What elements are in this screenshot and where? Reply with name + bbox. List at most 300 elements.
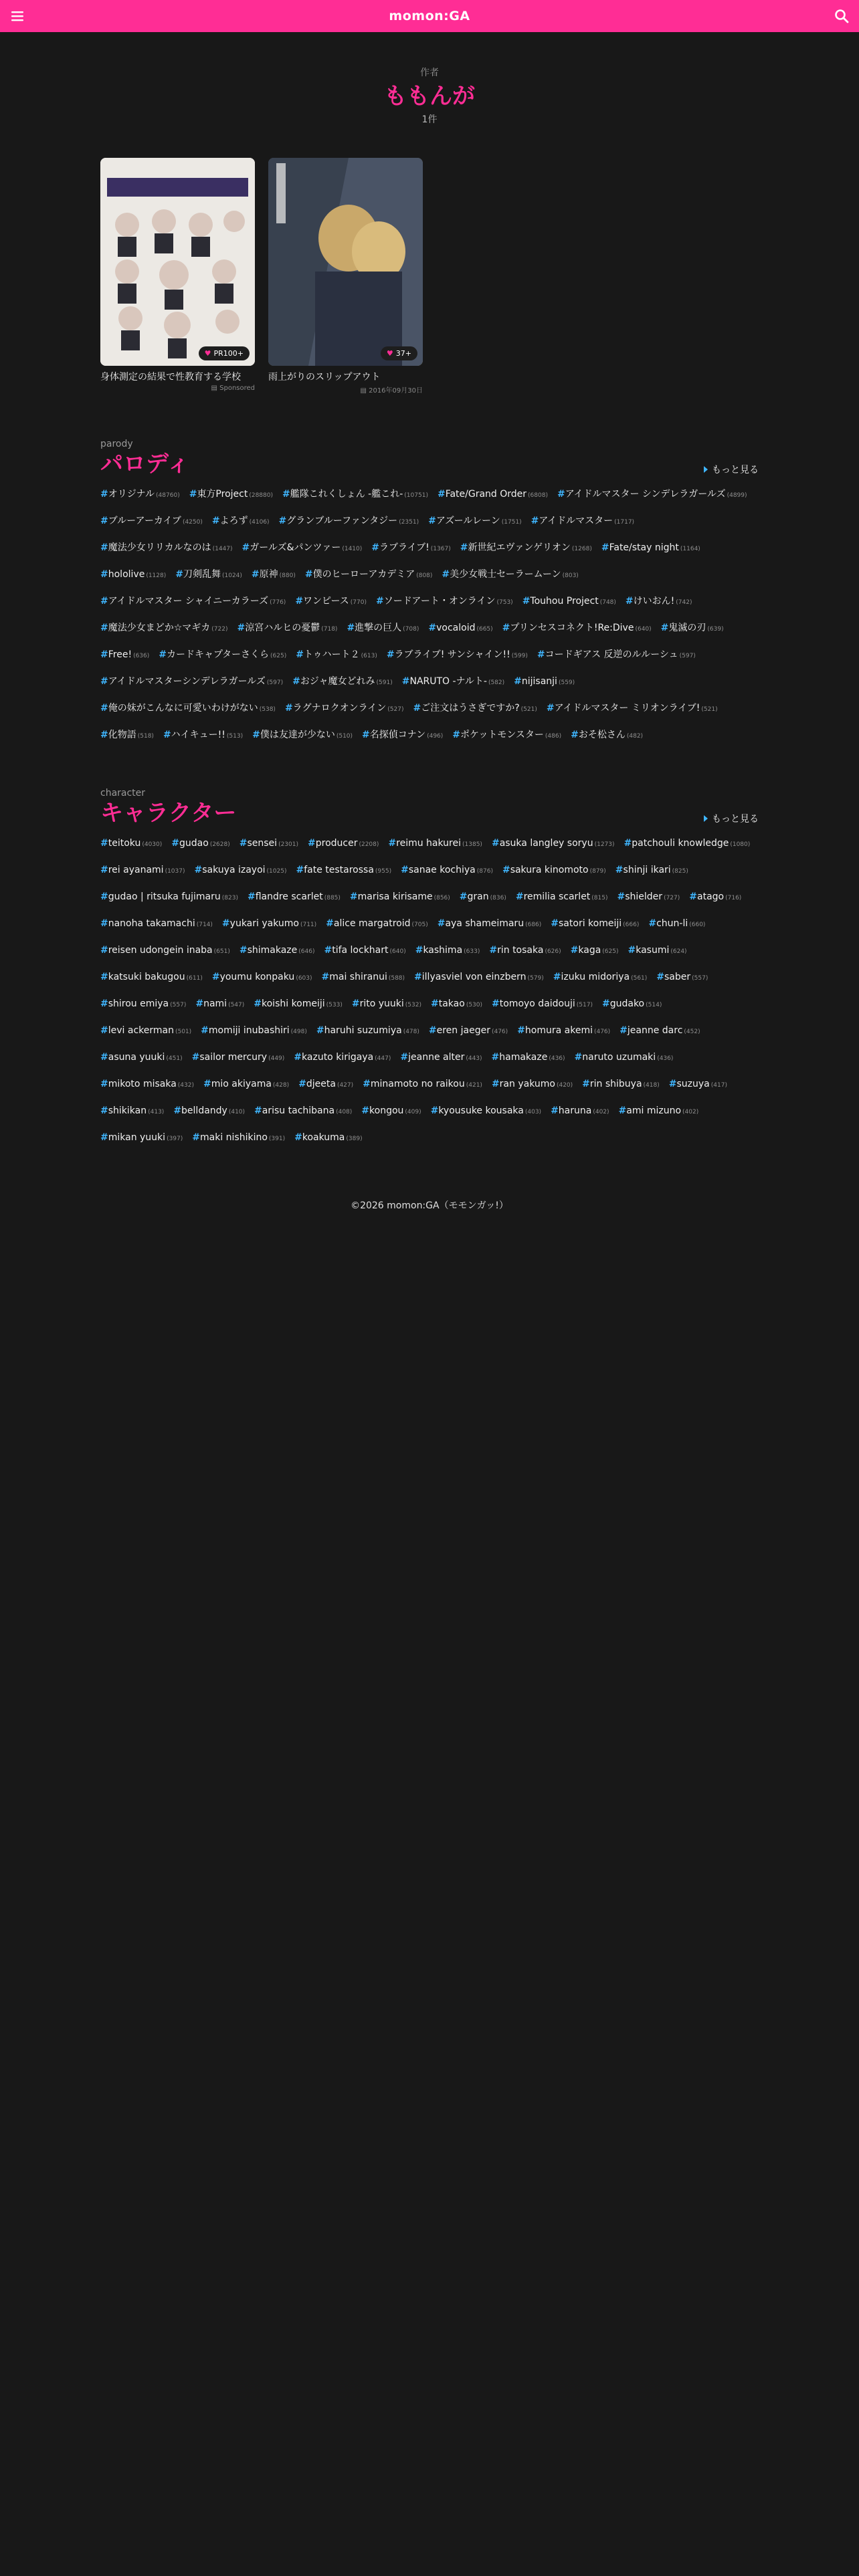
tag-link[interactable]	[429, 1022, 508, 1041]
hash-icon: #	[100, 865, 108, 875]
hash-icon: #	[239, 838, 248, 849]
tag-link[interactable]	[159, 646, 286, 665]
tag-link[interactable]	[516, 888, 608, 907]
tag-count: (1385)	[462, 841, 482, 848]
tag-count: (521)	[701, 706, 718, 713]
tag-link[interactable]	[282, 486, 428, 504]
tag-link[interactable]	[648, 915, 705, 934]
tag-name: Touhou Project	[530, 596, 599, 607]
hash-icon: #	[100, 596, 108, 607]
tag-link[interactable]	[322, 968, 405, 987]
tag-name: ハイキュー!!	[171, 730, 225, 740]
tag-link[interactable]	[100, 995, 186, 1014]
tag-count: (389)	[346, 1136, 363, 1142]
hash-icon: #	[428, 623, 437, 633]
tag-name: アイドルマスター シャイニーカラーズ	[108, 596, 269, 607]
work-card[interactable]	[268, 158, 423, 395]
tag-link[interactable]	[371, 539, 450, 558]
tag-count: (517)	[576, 1002, 593, 1008]
tag-name: Fate/Grand Order	[445, 489, 527, 500]
tag-link[interactable]	[624, 835, 751, 853]
hash-icon: #	[437, 489, 446, 500]
tag-count: (1025)	[266, 868, 287, 875]
tag-link[interactable]	[100, 673, 283, 691]
tag-name: alice margatroid	[333, 918, 411, 929]
tag-name: shinji ikari	[623, 865, 671, 875]
tag-link[interactable]	[100, 861, 185, 880]
tag-link[interactable]	[492, 1049, 565, 1067]
tag-link[interactable]	[492, 1075, 573, 1094]
tag-count: (876)	[476, 868, 493, 875]
tag-name: haruhi suzumiya	[324, 1025, 402, 1036]
heart-icon: ♥	[204, 349, 211, 358]
tag-count: (2208)	[359, 841, 379, 848]
hash-icon: #	[100, 1132, 108, 1143]
hash-icon: #	[437, 918, 446, 929]
tag-count: (651)	[213, 948, 230, 955]
hash-icon: #	[295, 596, 304, 607]
tag-link[interactable]	[428, 619, 492, 638]
tag-count: (436)	[549, 1055, 565, 1062]
tag-link[interactable]	[492, 995, 593, 1014]
tag-link[interactable]	[240, 835, 298, 853]
hash-icon: #	[251, 569, 260, 580]
tag-link[interactable]	[324, 942, 405, 960]
tag-link[interactable]	[413, 700, 537, 718]
tag-name: eren jaeger	[436, 1025, 490, 1036]
hash-icon: #	[628, 945, 636, 956]
tag-link[interactable]	[100, 888, 238, 907]
tag-count: (533)	[326, 1002, 343, 1008]
tag-name: Free!	[108, 649, 132, 660]
tag-link[interactable]	[163, 726, 243, 745]
tag-count: (836)	[490, 895, 506, 901]
tag-name: djeeta	[306, 1079, 336, 1089]
hash-icon: #	[296, 865, 304, 875]
tag-name: katsuki bakugou	[108, 972, 185, 982]
tag-link[interactable]	[414, 968, 544, 987]
tag-link[interactable]	[171, 835, 229, 853]
hash-icon: #	[570, 945, 579, 956]
tag-link[interactable]	[100, 1049, 183, 1067]
hash-icon: #	[100, 945, 108, 956]
hash-icon: #	[100, 542, 108, 553]
calendar-icon: ▤	[211, 385, 217, 392]
tag-link[interactable]	[460, 888, 506, 907]
tag-count: (486)	[545, 733, 562, 740]
tag-link[interactable]	[628, 942, 686, 960]
like-badge	[381, 346, 417, 360]
tag-link[interactable]	[617, 888, 680, 907]
tag-link[interactable]	[192, 1049, 285, 1067]
tag-link[interactable]	[553, 968, 648, 987]
tag-link[interactable]	[100, 835, 162, 853]
tag-link[interactable]	[100, 1102, 164, 1121]
hash-icon: #	[211, 972, 220, 982]
tag-link[interactable]	[387, 646, 528, 665]
tag-link[interactable]	[292, 673, 393, 691]
tag-link[interactable]	[100, 1022, 191, 1041]
tag-link[interactable]	[279, 512, 419, 531]
tag-name: reimu hakurei	[396, 838, 462, 849]
more-link-label: もっと見る	[712, 814, 759, 825]
tag-link[interactable]	[222, 915, 316, 934]
tag-link[interactable]	[308, 835, 379, 853]
tag-link[interactable]	[415, 942, 480, 960]
tag-count: (527)	[387, 706, 404, 713]
character-section	[100, 788, 759, 1148]
tag-count: (825)	[672, 868, 688, 875]
tag-name: 僕のヒーローアカデミア	[312, 569, 415, 580]
tag-name: haruna	[558, 1105, 592, 1116]
hash-icon: #	[689, 891, 697, 902]
hash-icon: #	[615, 865, 624, 875]
tag-link[interactable]	[285, 700, 404, 718]
tag-name: gudako	[609, 998, 645, 1009]
tag-link[interactable]	[460, 539, 592, 558]
hash-icon: #	[296, 649, 304, 660]
tag-link[interactable]	[626, 593, 692, 611]
tag-link[interactable]	[100, 968, 203, 987]
tag-count: (639)	[707, 626, 724, 633]
hash-icon: #	[191, 1052, 200, 1063]
tag-link[interactable]	[438, 486, 548, 504]
tag-link[interactable]	[100, 566, 166, 584]
hash-icon: #	[351, 998, 360, 1009]
tag-link[interactable]	[492, 835, 615, 853]
tag-name: youmu konpaku	[219, 972, 295, 982]
hash-icon: #	[100, 1079, 108, 1089]
tag-link[interactable]	[656, 968, 708, 987]
hash-icon: #	[100, 891, 108, 902]
hash-icon: #	[413, 703, 421, 714]
tag-name: mai shiranui	[329, 972, 387, 982]
tag-link[interactable]	[100, 646, 149, 665]
tag-link[interactable]	[557, 486, 747, 504]
tag-name: NARUTO -ナルト-	[409, 676, 487, 687]
tag-link[interactable]	[547, 700, 718, 718]
tag-count: (770)	[350, 599, 367, 606]
tag-name: 新世紀エヴァンゲリオン	[468, 542, 571, 553]
tag-name: rin tosaka	[497, 945, 544, 956]
work-title[interactable]: 雨上がりのスリップアウト	[268, 372, 381, 383]
hash-icon: #	[100, 998, 108, 1009]
tag-link[interactable]	[252, 726, 353, 745]
tag-name: shimakaze	[247, 945, 298, 956]
tag-link[interactable]	[517, 1022, 610, 1041]
section-title: パロディ	[100, 451, 190, 477]
hash-icon: #	[537, 649, 545, 660]
tag-count: (705)	[411, 922, 428, 928]
work-thumbnail[interactable]	[268, 158, 423, 366]
tag-link[interactable]	[296, 861, 391, 880]
tag-count: (476)	[491, 1029, 508, 1035]
tag-name: 東方Project	[197, 489, 248, 500]
tag-link[interactable]	[100, 700, 276, 718]
tag-link[interactable]	[575, 1049, 674, 1067]
tag-count: (708)	[403, 626, 419, 633]
more-link[interactable]	[704, 463, 759, 476]
tag-link[interactable]	[431, 995, 482, 1014]
work-card[interactable]	[100, 158, 255, 395]
hash-icon: #	[292, 676, 300, 687]
tag-name: gudao | ritsuka fujimaru	[108, 891, 221, 902]
tag-link[interactable]	[442, 566, 578, 584]
tag-name: 僕は友達が少ない	[260, 730, 335, 740]
tag-count: (409)	[405, 1109, 421, 1115]
tag-name: shikikan	[108, 1105, 147, 1116]
tag-link[interactable]	[551, 915, 639, 934]
hash-icon: #	[363, 1079, 371, 1089]
tag-link[interactable]	[192, 1129, 285, 1148]
tag-name: mikan yuuki	[108, 1132, 166, 1143]
tag-link[interactable]	[347, 619, 419, 638]
tag-link[interactable]	[661, 619, 724, 638]
tag-count: (413)	[148, 1109, 165, 1115]
hash-icon: #	[452, 730, 461, 740]
hash-icon: #	[100, 703, 108, 714]
tag-link[interactable]	[294, 1129, 362, 1148]
tag-count: (427)	[337, 1082, 354, 1089]
tag-name: ラブライブ! サンシャイン!!	[394, 649, 510, 660]
hash-icon: #	[159, 649, 167, 660]
tag-link[interactable]	[100, 915, 213, 934]
hash-icon: #	[502, 623, 510, 633]
tag-link[interactable]	[619, 1022, 700, 1041]
hash-icon: #	[514, 676, 522, 687]
hash-icon: #	[601, 542, 609, 553]
hash-icon: #	[619, 1025, 628, 1036]
tag-link[interactable]	[326, 915, 428, 934]
tag-link[interactable]	[571, 942, 619, 960]
hash-icon: #	[386, 649, 395, 660]
tag-link[interactable]	[352, 995, 421, 1014]
tag-link[interactable]	[400, 1049, 482, 1067]
tag-link[interactable]	[100, 486, 180, 504]
tag-link[interactable]	[100, 593, 286, 611]
tag-count: (753)	[496, 599, 513, 606]
triangle-right-icon	[704, 815, 708, 822]
tag-name: ラブライブ!	[379, 542, 430, 553]
tag-count: (646)	[298, 948, 315, 955]
tag-link[interactable]	[669, 1075, 727, 1094]
hash-icon: #	[194, 865, 203, 875]
hash-icon: #	[668, 1079, 677, 1089]
tag-link[interactable]	[203, 1075, 289, 1094]
tag-link[interactable]	[431, 1102, 541, 1121]
hash-icon: #	[431, 998, 439, 1009]
tag-name: 化物語	[108, 730, 136, 740]
tag-name: ソードアート・オンライン	[383, 596, 496, 607]
menu-icon[interactable]	[9, 8, 25, 24]
tag-count: (714)	[196, 922, 213, 928]
tag-count: (547)	[228, 1002, 245, 1008]
tag-name: kongou	[369, 1105, 404, 1116]
tag-count: (1128)	[146, 572, 167, 579]
tag-count: (1268)	[571, 546, 592, 552]
tag-name: 涼宮ハルヒの憂鬱	[245, 623, 320, 633]
tag-link[interactable]	[502, 619, 652, 638]
tag-link[interactable]	[100, 512, 203, 531]
tag-link[interactable]	[189, 486, 273, 504]
tag-name: プリンセスコネクト!Re:Dive	[510, 623, 634, 633]
tag-count: (686)	[525, 922, 542, 928]
tag-count: (420)	[556, 1082, 573, 1089]
hash-icon: #	[254, 1105, 262, 1116]
tag-count: (532)	[405, 1002, 421, 1008]
tag-link[interactable]	[537, 646, 696, 665]
hash-icon: #	[428, 516, 436, 526]
hash-icon: #	[252, 730, 260, 740]
tag-name: belldandy	[181, 1105, 227, 1116]
tag-name: gran	[467, 891, 489, 902]
hash-icon: #	[100, 918, 108, 929]
tag-count: (496)	[427, 733, 444, 740]
parody-section	[100, 439, 759, 745]
tag-link[interactable]	[316, 1022, 419, 1041]
tag-count: (501)	[175, 1029, 192, 1035]
tag-link[interactable]	[254, 995, 343, 1014]
tag-link[interactable]	[240, 942, 315, 960]
tag-link[interactable]	[551, 1102, 609, 1121]
tag-link[interactable]	[362, 726, 443, 745]
tag-link[interactable]	[254, 1102, 352, 1121]
tag-name: 魔法少女リリカルなのは	[108, 542, 211, 553]
site-logo[interactable]: momon:GA	[389, 9, 470, 23]
hash-icon: #	[546, 703, 555, 714]
tag-link[interactable]	[619, 1102, 699, 1121]
tag-link[interactable]	[531, 512, 634, 531]
tag-link[interactable]	[452, 726, 561, 745]
tag-link[interactable]	[489, 942, 561, 960]
tag-link[interactable]	[361, 1102, 421, 1121]
tag-link[interactable]	[173, 1102, 245, 1121]
tag-link[interactable]	[248, 888, 341, 907]
tag-link[interactable]	[100, 1129, 183, 1148]
hash-icon: #	[401, 676, 410, 687]
hash-icon: #	[656, 972, 665, 982]
tag-link[interactable]	[100, 942, 230, 960]
tag-name: よろず	[219, 516, 248, 526]
tag-link[interactable]	[502, 861, 606, 880]
tag-name: producer	[315, 838, 358, 849]
hash-icon: #	[617, 891, 626, 902]
tag-name: izuku midoriya	[561, 972, 630, 982]
tag-link[interactable]	[522, 593, 616, 611]
tag-name: sakuya izayoi	[202, 865, 266, 875]
hash-icon: #	[316, 1025, 324, 1036]
tag-link[interactable]	[175, 566, 242, 584]
work-title[interactable]: 身体測定の結果で性教育する学校	[100, 372, 241, 383]
tag-count: (451)	[166, 1055, 183, 1062]
tag-name: ガールズ&パンツァー	[250, 542, 341, 553]
tag-link[interactable]	[350, 888, 450, 907]
tag-name: ラグナロクオンライン	[292, 703, 387, 714]
tag-link[interactable]	[212, 512, 270, 531]
tag-count: (613)	[361, 653, 377, 659]
heart-icon: ♥	[386, 349, 393, 358]
tag-name: sakura kinomoto	[510, 865, 589, 875]
tag-link[interactable]	[615, 861, 688, 880]
tag-link[interactable]	[428, 512, 522, 531]
tag-link[interactable]	[100, 539, 233, 558]
tag-link[interactable]	[602, 995, 662, 1014]
tag-count: (727)	[664, 895, 680, 901]
hash-icon: #	[401, 865, 409, 875]
hash-icon: #	[100, 516, 108, 526]
tag-link[interactable]	[212, 968, 312, 987]
tag-link[interactable]	[305, 566, 433, 584]
tag-link[interactable]	[296, 646, 377, 665]
tag-link[interactable]	[100, 726, 154, 745]
tag-link[interactable]	[237, 619, 338, 638]
top-header	[0, 0, 859, 32]
tag-count: (6808)	[528, 492, 548, 499]
tag-link[interactable]	[201, 1022, 307, 1041]
tag-count: (452)	[684, 1029, 700, 1035]
hash-icon: #	[502, 865, 510, 875]
tag-link[interactable]	[438, 915, 542, 934]
tag-link[interactable]	[252, 566, 296, 584]
tag-link[interactable]	[294, 1049, 391, 1067]
tag-count: (803)	[562, 572, 579, 579]
hash-icon: #	[415, 945, 423, 956]
tag-name: reisen udongein inaba	[108, 945, 213, 956]
work-thumbnail[interactable]	[100, 158, 255, 366]
tag-link[interactable]	[601, 539, 700, 558]
tag-link[interactable]	[571, 726, 643, 745]
tag-link[interactable]	[401, 861, 493, 880]
tag-count: (402)	[593, 1109, 609, 1115]
tag-link[interactable]	[195, 861, 287, 880]
tag-link[interactable]	[298, 1075, 353, 1094]
tag-count: (10751)	[404, 492, 428, 499]
tag-count: (417)	[710, 1082, 727, 1089]
tag-link[interactable]	[376, 593, 513, 611]
search-icon[interactable]	[834, 8, 850, 24]
hash-icon: #	[304, 569, 313, 580]
tag-link[interactable]	[388, 835, 482, 853]
author-name: ももんが	[384, 83, 475, 110]
tag-link[interactable]	[689, 888, 741, 907]
tag-link[interactable]	[582, 1075, 660, 1094]
hash-icon: #	[175, 569, 183, 580]
tag-link[interactable]	[195, 995, 244, 1014]
tag-link[interactable]	[514, 673, 575, 691]
tag-link[interactable]	[100, 619, 228, 638]
tag-count: (410)	[228, 1109, 246, 1115]
work-meta	[100, 385, 255, 392]
tag-name: kaga	[578, 945, 601, 956]
hash-icon: #	[517, 1025, 525, 1036]
tag-count: (28880)	[249, 492, 273, 499]
tag-link[interactable]	[363, 1075, 482, 1094]
tag-link[interactable]	[242, 539, 363, 558]
tag-name: ブルーアーカイブ	[108, 516, 181, 526]
tag-count: (403)	[524, 1109, 542, 1115]
tag-link[interactable]	[402, 673, 504, 691]
tag-link[interactable]	[295, 593, 367, 611]
tag-count: (665)	[476, 626, 493, 633]
tag-count: (447)	[375, 1055, 391, 1062]
tag-name: グランブルーファンタジー	[286, 516, 398, 526]
tag-count: (478)	[403, 1029, 419, 1035]
tag-link[interactable]	[100, 1075, 194, 1094]
tag-count: (597)	[266, 679, 284, 686]
more-link[interactable]	[704, 812, 759, 825]
tag-name: kasumi	[636, 945, 670, 956]
tag-name: fate testarossa	[304, 865, 374, 875]
